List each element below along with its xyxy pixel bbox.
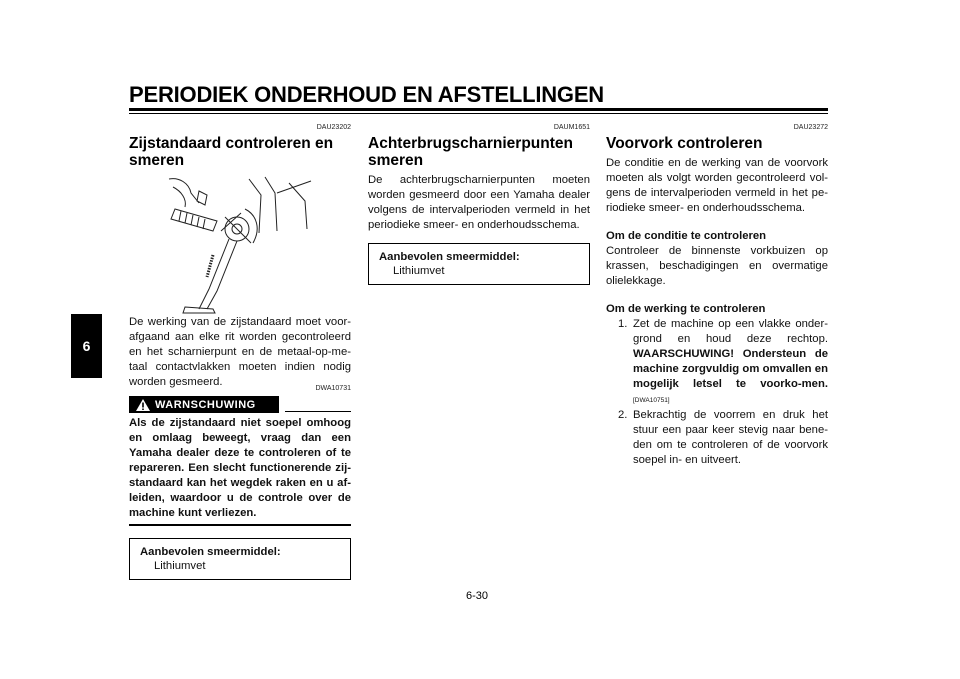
lubricant-label: Aanbevolen smeermiddel: [140,546,281,558]
warning-rule [285,411,351,412]
step-number: 2. [618,409,628,421]
warning-end-rule [129,524,351,526]
warning-code: DWA10731 [315,385,351,392]
step-warning-code: [DWA10751] [633,397,670,404]
lubricant-value: Lithiumvet [393,265,445,277]
sidestand-illustration [129,173,351,315]
lubricant-value: Lithiumvet [154,560,206,572]
page-header-title: PERIODIEK ONDERHOUD EN AFSTELLINGEN [129,82,604,107]
warning-badge [129,396,279,413]
working-steps [606,317,828,468]
column-swingarm [368,124,590,285]
list-item [606,317,828,408]
step-text: Zet de machine op een vlakke onder-grond en houd deze rechtop. [633,318,828,345]
section-code: DAUM1651 [553,124,590,131]
section-title: Achterbrugscharnierpunten smeren [368,135,573,169]
list-item [606,408,828,468]
step-text: Bekrachtig de voorrem en druk het stuur een paar keer stevig naar bene-den om te controleren of de voorvork soepel in- en uitveert. [633,409,828,466]
warning-triangle-icon [135,398,151,412]
condition-body: Controleer de binnenste vorkbuizen op krassen, beschadigingen en overmatige olielekkage. [606,245,828,287]
section-body: De conditie en de werking van de voorvork moeten als volgt worden gecontroleerd vol-gens de intervalperioden vermeld in het pe-riodieke smeer- en onderhoudsschema. [606,157,828,214]
step-number: 1. [618,318,628,330]
section-body: De achterbrugscharnierpunten moeten worden gesmeerd door een Yamaha dealer volgens de intervalperioden vermeld in het periodieke smeer- en onderhoudsschema. [368,174,590,231]
step-warning: WAARSCHUWING! Ondersteun de machine zorgvuldig om omvallen en mogelijk letsel te voorko-men. [633,348,828,390]
section-body: De werking van de zijstandaard moet voor-afgaand aan elke rit worden gecontroleerd en het scharnierpunt en de metaal-op-me-taal contactvlakken moeten indien nodig worden gesmeerd. [129,316,351,388]
warning-text: Als de zijstandaard niet soepel omhoog en omlaag beweegt, vraag dan een Yamaha dealer deze te controleren of te repareren. Een slecht functionerende zij-standaard kan het wegdek raken en u af-leiden, waardoor u de controle over de machine kunt verliezen. [129,417,351,519]
column-front-fork [606,124,828,468]
lubricant-box [129,538,351,580]
chapter-tab: 6 [71,314,102,378]
header-rule-thin [129,113,828,114]
lubricant-box [368,243,590,285]
header-rule [129,108,828,111]
lubricant-label: Aanbevolen smeermiddel: [379,251,520,263]
section-code: DAU23272 [793,124,828,131]
section-code: DAU23202 [316,124,351,131]
working-heading: Om de werking te controleren [606,303,766,315]
condition-heading: Om de conditie te controleren [606,230,767,242]
section-title: Zijstandaard controleren en smeren [129,135,334,169]
section-title: Voorvork controleren [606,135,763,152]
warning-header [129,385,351,416]
page-number: 6-30 [466,590,489,602]
warning-label: WARNSCHUWING [155,398,256,411]
column-sidestand [129,124,351,580]
